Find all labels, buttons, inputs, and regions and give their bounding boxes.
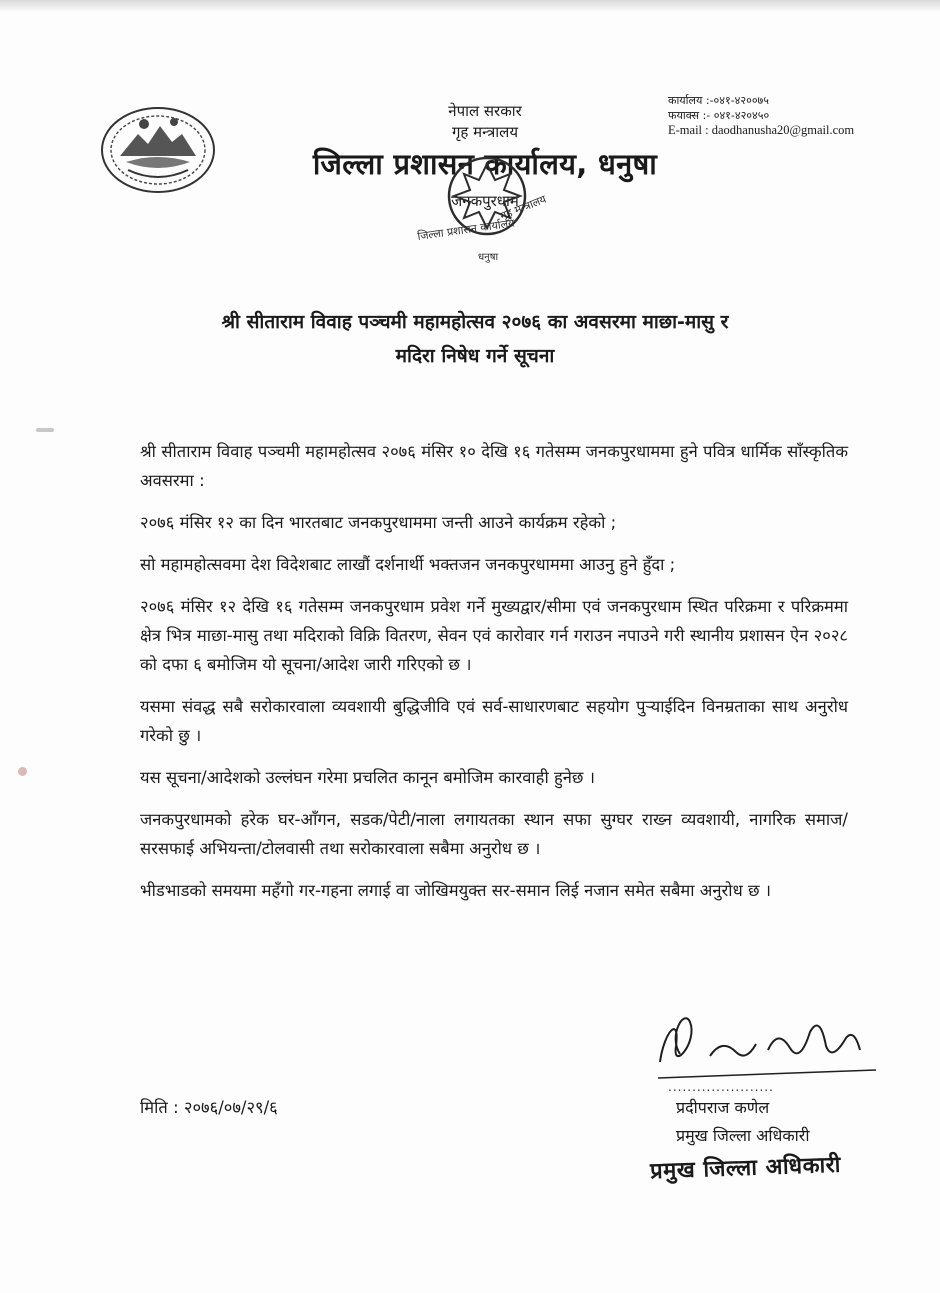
notice-title-line-2: मदिरा निषेध गर्ने सूचना <box>395 345 555 367</box>
body-paragraph-7: जनकपुरधामको हरेक घर-आँगन, सडक/पेटी/नाला लगायतका स्थान सफा सुग्घर राख्न व्यवशायी, नागरिक समाज/सरसफाई अभियन्ता/टोलवासी तथा सरोकारवाला सबैमा अनुरोध छ । <box>140 810 848 858</box>
nepal-emblem-icon <box>98 104 218 196</box>
body-paragraph-2: २०७६ मंसिर १२ का दिन भारतबाट जनकपुरधाममा जन्ती आउने कार्यक्रम रहेको ; <box>140 513 617 532</box>
email-address: E-mail : daodhanusha20@gmail.com <box>668 123 855 137</box>
body-paragraph-6: यस सूचना/आदेशको उल्लंघन गरेमा प्रचलित कानून बमोजिम कारवाही हुनेछ । <box>140 768 595 787</box>
body-paragraph-1: श्री सीताराम विवाह पञ्चमी महामहोत्सव २०७६ मंसिर १० देखि १६ गतेसम्म जनकपुरधाममा हुने पवित्र धार्मिक साँस्कृतिक अवसरमा : <box>140 442 848 490</box>
ministry-name: गृह मन्त्रालय <box>451 123 519 141</box>
body-paragraph-5: यसमा संवद्ध सबै सरोकारवाला व्यवशायी बुद्धिजीवि एवं सर्व-साधारणबाट सहयोग पुऱ्याईदिन विनम्रताका साथ अनुरोध गरेको छु । <box>140 697 848 745</box>
scan-edge <box>0 0 940 12</box>
scan-mark <box>36 428 54 432</box>
signatory-block <box>676 1094 809 1150</box>
scan-dot <box>18 767 27 776</box>
body-paragraph-8: भीडभाडको समयमा महँगो गर-गहना लगाई वा जोखिमयुक्त सर-समान लिई नजान समेत सबैमा अनुरोध छ । <box>140 881 772 900</box>
signature-dotted-line: ...................... <box>668 1080 774 1094</box>
contact-block <box>668 93 854 138</box>
notice-body <box>140 437 848 918</box>
body-paragraph-3: सो महामहोत्सवमा देश विदेशबाट लाखौं दर्शनार्थी भक्तजन जनकपुरधाममा आउनु हुने हुँदा ; <box>140 555 676 574</box>
fax-number: फयाक्स :- ०४१-४२०४५० <box>668 109 770 122</box>
stamp-line-3: धनुषा <box>478 252 499 263</box>
office-phone: कार्यालय :-०४१-४२००७५ <box>668 94 769 107</box>
notice-title <box>90 305 860 373</box>
office-city: जनकपुरधाम <box>451 192 519 210</box>
handwritten-signature <box>650 1002 880 1084</box>
notice-title-line-1: श्री सीताराम विवाह पञ्चमी महामहोत्सव २०७६ का अवसरमा माछा-मासु र <box>221 311 729 333</box>
designation-seal: प्रमुख जिल्ला अधिकारी <box>649 1152 842 1185</box>
signatory-designation: प्रमुख जिल्ला अधिकारी <box>676 1126 810 1145</box>
office-stamp <box>412 150 562 268</box>
notice-date: मिति : २०७६/०७/२९/६ <box>140 1098 278 1117</box>
stamp-line-1: गृह मन्त्रालय <box>498 192 549 223</box>
office-name: जिल्ला प्रशासन कार्यालय, धनुषा <box>312 147 658 181</box>
government-name: नेपाल सरकार <box>448 102 522 120</box>
body-paragraph-4: २०७६ मंसिर १२ देखि १६ गतेसम्म जनकपुरधाम प्रवेश गर्ने मुख्यद्वार/सीमा एवं जनकपुरधाम स्थित परिक्रमा र परिक्रममा क्षेत्र भित्र माछा-मासु तथा मदिराको विक्रि वितरण, सेवन एवं कारोवार गर्न गराउन नपाउने गरी स्थानीय प्रशासन ऐन २०२८ को दफा ६ बमोजिम यो सूचना/आदेश जारी गरिएको छ । <box>140 597 848 674</box>
signatory-name: प्रदीपराज कणेल <box>676 1098 770 1117</box>
stamp-line-2: जिल्ला प्रशासन कार्यालय <box>416 216 516 243</box>
